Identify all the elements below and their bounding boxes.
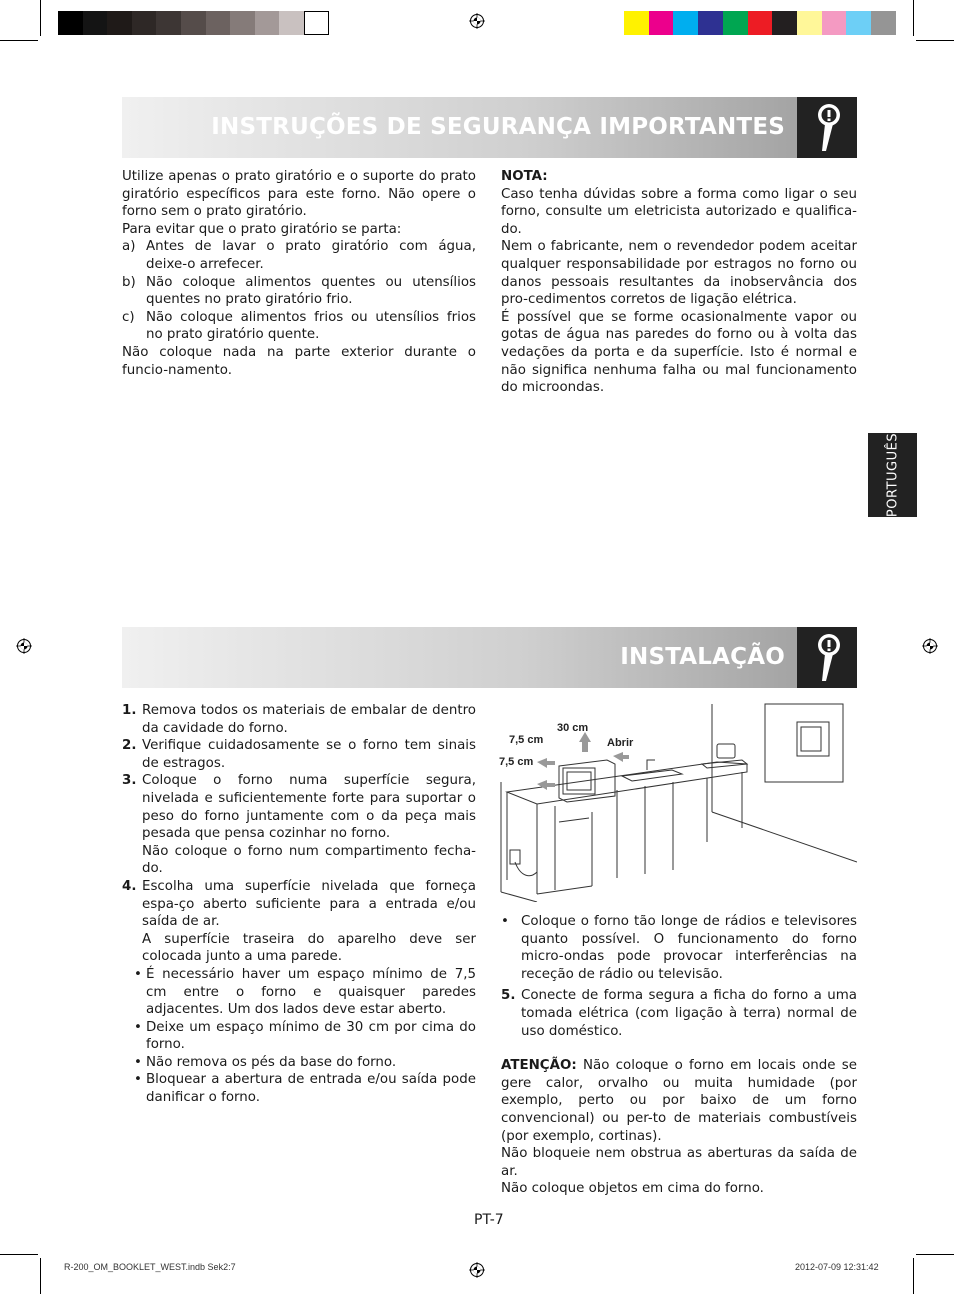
list-item: a) Antes de lavar o prato giratório com água, deixe-o arrefecer. [122, 239, 476, 272]
kitchen-illustration [497, 702, 857, 902]
color-swatch [723, 11, 748, 35]
note-label: NOTA: [501, 169, 548, 184]
note-paragraph: Caso tenha dúvidas sobre a forma como ligar o seu forno, consulte um eletricista autorizado e qualifica-do. [501, 186, 857, 237]
figure-label-open: Abrir [607, 737, 634, 749]
gray-swatch [230, 11, 255, 35]
warning-line: Não bloqueie nem obstrua as aberturas da saída de ar. [501, 1146, 857, 1179]
figure-label-7-5cm: 7,5 cm [509, 734, 544, 746]
color-swatch [624, 11, 649, 35]
install-section-banner [122, 627, 857, 688]
list-item: • Não remova os pés da base do forno. [134, 1054, 397, 1070]
gray-swatch [304, 11, 329, 35]
list-item: • É necessário haver um espaço mínimo de 7,5 cm entre o forno e quaisquer paredes adjacentes. Um dos lados deve estar aberto. [134, 966, 476, 1018]
list-item: 1. Remova todos os materiais de embalar de dentro da cavidade do forno. [122, 703, 476, 736]
gray-swatch [206, 11, 231, 35]
warning-exclamation-icon [797, 97, 857, 158]
list-item: 5. Conecte de forma segura a ficha do forno a uma tomada elétrica (com ligação à terra) normal de uso doméstico. [501, 988, 857, 1039]
color-swatch [797, 11, 822, 35]
list-item: • Bloquear a abertura de entrada e/ou saída pode danificar o forno. [134, 1072, 476, 1106]
note-paragraph: Nem o fabricante, nem o revendedor podem aceitar qualquer responsabilidade por estragos no forno ou danos pessoais resultantes da inobservância dos pro-cedimentos corretos de ligação elétrica. [501, 239, 857, 308]
gray-swatch [156, 11, 181, 35]
list-item: 4. Escolha uma superfície nivelada que forneça espa-ço aberto suficiente para a entrada e/ou saída de ar. A superfície traseira do aparelho deve ser colocada junto a uma parede. [122, 878, 476, 965]
note-paragraph: É possível que se forme ocasionalmente vapor ou gotas de água nas paredes do forno ou à volta das vedações da porta e da superfície. Isto é normal e não significa nenhuma falha ou mal funcionamento do microondas. [501, 309, 857, 396]
warning-paragraph: ATENÇÃO: Não coloque o forno em locais onde se gere calor, orvalho ou muita humidade (por exemplo, perto ou por baixo de um forno convencional) ou per-to de materiais combustíveis (por exemplo, cortinas). [501, 1058, 857, 1144]
gray-swatch [181, 11, 206, 35]
registration-mark-icon [16, 638, 32, 654]
safety-left-column [122, 168, 476, 379]
step4-extra: A superfície traseira do aparelho deve ser colocada junto a uma parede. [142, 931, 476, 965]
registration-mark-icon [469, 1262, 485, 1278]
kitchen-installation-figure [497, 702, 857, 902]
install-right-column [501, 913, 857, 1198]
list-item: 2. Verifique cuidadosamente se o forno tem sinais de estragos. [122, 738, 476, 771]
safety-section-banner [122, 97, 857, 158]
gray-swatch [107, 11, 132, 35]
step3-extra: Não coloque o forno num compartimento fecha-do. [142, 843, 476, 877]
safety-section-title: INSTRUÇÕES DE SEGURANÇA IMPORTANTES [211, 114, 785, 140]
page-number: PT-7 [474, 1212, 504, 1228]
turntable-intro: Utilize apenas o prato giratório e o suporte do prato giratório específicos para este forno. Não opere o forno sem o prato giratório. [122, 169, 476, 220]
gray-swatch [255, 11, 280, 35]
language-side-tab [868, 433, 917, 517]
warning-label: ATENÇÃO: [501, 1058, 577, 1074]
warning-line: Não coloque objetos em cima do forno. [501, 1181, 764, 1197]
warning-exclamation-icon [797, 627, 857, 688]
color-swatch [846, 11, 871, 35]
gray-swatch [279, 11, 304, 35]
turntable-outro: Não coloque nada na parte exterior durante o funcio-namento. [122, 344, 476, 378]
figure-label-30cm: 30 cm [557, 722, 589, 734]
figure-label-7-5cm: 7,5 cm [499, 756, 534, 768]
install-left-column [122, 702, 476, 1107]
list-item: 3. Coloque o forno numa superfície segura, nivelada e suficientemente forte para suportar o peso do forno juntamente com o da peça mais pesada que pensa cozinhar no forno. Não coloque o forno num compartimento fecha-do. [122, 773, 476, 877]
color-swatch [772, 11, 797, 35]
turntable-lead: Para evitar que o prato giratório se parta: [122, 221, 402, 237]
install-section-title: INSTALAÇÃO [620, 644, 785, 670]
registration-mark-icon [469, 13, 485, 29]
color-swatch [698, 11, 723, 35]
color-swatch [649, 11, 674, 35]
color-swatch [673, 11, 698, 35]
safety-right-column [501, 168, 857, 397]
list-item: b) Não coloque alimentos quentes ou utensílios quentes no prato giratório frio. [122, 274, 476, 308]
color-swatch [871, 11, 896, 35]
gray-swatch [132, 11, 157, 35]
list-item: • Deixe um espaço mínimo de 30 cm por cima do forno. [134, 1019, 476, 1053]
footer-timestamp: 2012-07-09 12:31:42 [795, 1262, 879, 1272]
color-swatch [748, 11, 773, 35]
gray-swatch [58, 11, 83, 35]
footer-file-info: R-200_OM_BOOKLET_WEST.indb Sek2:7 [64, 1262, 236, 1272]
registration-mark-icon [922, 638, 938, 654]
color-swatch [822, 11, 847, 35]
list-item: • Coloque o forno tão longe de rádios e televisores quanto possível. O funcionamento do forno micro-ondas pode provocar interferências na receção de rádio ou televisão. [501, 914, 857, 982]
language-label: PORTUGUÊS [885, 432, 900, 518]
list-item: c) Não coloque alimentos frios ou utensílios frios no prato giratório quente. [122, 309, 476, 343]
gray-swatch [83, 11, 108, 35]
